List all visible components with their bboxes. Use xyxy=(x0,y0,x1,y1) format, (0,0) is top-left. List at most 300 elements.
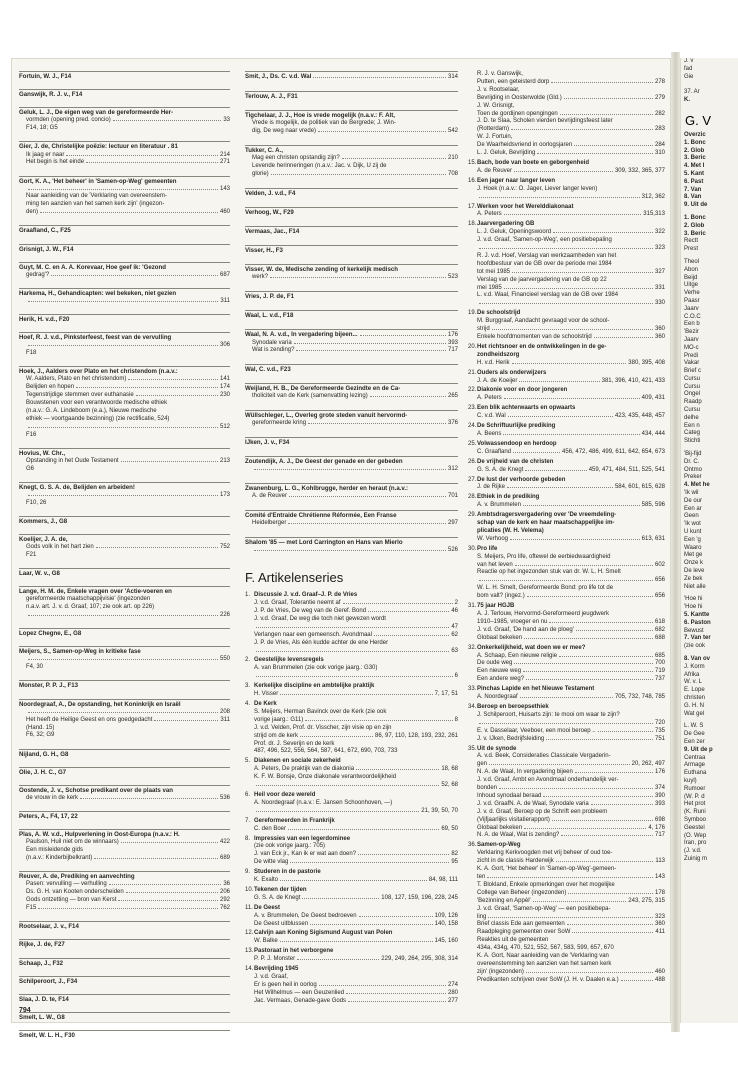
edge-text-line: J. v xyxy=(684,58,694,64)
author-entry xyxy=(245,310,458,320)
line-text: E. v. Dasselaar, Veeboer, een mooi beroep .. xyxy=(477,727,596,734)
page-ref: 705, 732, 748, 785 xyxy=(614,694,665,701)
line-text: 'Bezinning en Appèl' xyxy=(477,897,531,904)
index-line xyxy=(19,847,230,855)
edge-text-line: W. v. L xyxy=(684,679,702,686)
edge-text-line: 2. Glob xyxy=(684,147,705,154)
edge-text-line: Prest xyxy=(684,246,699,253)
article-title: Discussie J. v.d. Graaf–J. P. de Vries xyxy=(254,592,358,599)
leader-dots xyxy=(479,720,653,724)
page-ref: 618 xyxy=(654,618,665,625)
author-entry xyxy=(245,383,458,401)
index-line xyxy=(245,393,458,401)
article-title: Studeren in de pastorie xyxy=(254,869,321,876)
entry-heading xyxy=(19,873,230,881)
edge-text-line: Een ar xyxy=(684,505,702,512)
author-entry xyxy=(245,264,458,282)
author-entry xyxy=(19,921,230,931)
entry-heading xyxy=(19,588,230,596)
page-ref: 113 xyxy=(655,858,665,865)
index-line xyxy=(19,159,230,167)
line-text: J. v.d. Graaf, 'Samen-op-Weg' — een positiebepa- xyxy=(477,905,611,912)
author-entry xyxy=(245,510,458,528)
index-line xyxy=(468,585,665,593)
page-ref: 230 xyxy=(219,392,230,399)
index-line xyxy=(245,616,458,624)
line-text: Een nieuwe weg xyxy=(477,668,522,675)
page-ref: 271 xyxy=(219,159,230,166)
author-entry xyxy=(245,437,458,447)
page-ref: 685 xyxy=(654,652,665,659)
edge-text-line: 'Ik wil xyxy=(684,490,699,497)
leader-dots xyxy=(572,929,653,933)
index-line xyxy=(468,961,665,969)
index-line xyxy=(468,87,665,95)
page-ref: 62 xyxy=(451,631,458,638)
index-line xyxy=(245,859,458,867)
line-text: S. Meijers, Herman Bavinck over de Kerk (zie ook xyxy=(254,708,387,715)
line-text: Putten, een geteisterd dorp xyxy=(477,78,550,85)
line-text: Synodale varia xyxy=(252,339,292,346)
article-heading xyxy=(245,592,458,600)
leader-dots xyxy=(359,913,433,917)
entry-heading xyxy=(19,831,230,839)
index-line xyxy=(245,640,458,648)
line-text: Reactie op het ingezonden stuk van dr. W. L. H. Smelt xyxy=(477,569,621,576)
entry-author: Plas, A. W. v.d., Hulpverlening in Oost-Europa (n.a.v.: H. xyxy=(19,831,180,839)
line-text: L. J. Geluk, Openingswoord xyxy=(477,229,552,236)
index-line xyxy=(19,905,230,913)
edge-section-title: G. V xyxy=(685,112,712,128)
article-series-item xyxy=(468,459,665,475)
page-ref: 63 xyxy=(451,647,458,654)
edge-text-line: Cursu xyxy=(684,383,701,390)
author-entry xyxy=(19,262,230,280)
article-title: Impressies van een legerdominee xyxy=(254,835,351,842)
index-line xyxy=(245,877,458,885)
index-line xyxy=(468,874,665,882)
article-heading xyxy=(468,178,665,186)
index-line xyxy=(245,895,458,903)
index-line xyxy=(19,432,230,440)
index-line xyxy=(468,237,665,245)
page-ref: 178 xyxy=(654,889,665,896)
index-line xyxy=(468,562,665,570)
leader-dots xyxy=(28,709,218,713)
page-ref: 173 xyxy=(219,491,230,498)
page-ref: 282 xyxy=(654,110,665,117)
leader-dots xyxy=(290,859,449,863)
entry-author: Guyt, M. C. en A. A. Korevaar, Hoe geef ik: 'Gezond xyxy=(19,263,166,271)
entry-heading xyxy=(19,570,230,578)
article-heading xyxy=(468,746,665,754)
line-text: Belijden en hopen xyxy=(26,384,75,391)
edge-text-line: 7. Van ter xyxy=(684,635,711,642)
index-line xyxy=(245,843,458,851)
line-text: College van Beheer (ingezonden) xyxy=(477,889,567,896)
leader-dots xyxy=(564,95,653,99)
index-line xyxy=(245,466,458,474)
index-line xyxy=(468,577,665,585)
line-text: S. Meijers, Pro life, oftewel de eerbiedwaardigheid xyxy=(477,553,611,560)
article-heading xyxy=(245,869,458,877)
line-text: K. Exalto xyxy=(254,877,279,884)
edge-text-line: Een n xyxy=(684,422,700,429)
page-ref: 33 xyxy=(223,117,230,124)
entry-author: Wüllschleger, L., Overleg grote steden vanuit hervormd- xyxy=(245,412,408,420)
article-heading xyxy=(245,701,458,709)
leader-dots xyxy=(28,186,218,190)
page-ref: 393 xyxy=(654,800,665,807)
entry-heading xyxy=(19,701,230,709)
leader-dots xyxy=(524,635,653,639)
entry-author: Laar, W. v., G8 xyxy=(19,570,60,578)
leader-dots xyxy=(360,332,446,336)
page-ref: 84, 98, 111 xyxy=(428,877,458,884)
page-ref: 550 xyxy=(219,656,230,663)
index-line xyxy=(468,334,665,342)
page-ref: 688 xyxy=(654,634,665,641)
leader-dots xyxy=(256,808,419,812)
index-line xyxy=(245,921,458,929)
leader-dots xyxy=(118,897,218,901)
article-number: 20. xyxy=(468,343,477,350)
edge-text-line: Gie xyxy=(684,73,694,80)
leader-dots xyxy=(523,502,640,506)
article-title: Jaarvergadering GB xyxy=(477,221,535,228)
line-text: Toen de gordijnen opengingen xyxy=(477,110,558,117)
edge-text-line: Paasr xyxy=(684,297,700,304)
index-line xyxy=(19,500,230,508)
leader-dots xyxy=(370,393,446,397)
article-heading xyxy=(245,818,458,826)
edge-text-line: kuyl) xyxy=(684,777,697,784)
index-line xyxy=(468,569,665,577)
entry-author: Shalom '85 — met Lord Carrington en Hans van Mierlo xyxy=(245,539,403,547)
entry-heading xyxy=(245,312,458,320)
leader-dots xyxy=(310,921,433,925)
article-title: Volwassendoop en herdoop xyxy=(477,440,557,447)
entry-author: Hoek, J., Aalders over Plato en het christendom (n.a.v.: xyxy=(19,368,178,376)
line-text: Predikanten schrijven over SoW (J. H. v. Daalen e.a.) xyxy=(477,976,619,983)
index-line xyxy=(245,725,458,733)
edge-text-line: De leve xyxy=(684,568,705,575)
line-text: Paulson, Huil niet om de winnaars) xyxy=(26,839,119,846)
page-ref: 456, 472, 486, 499, 611, 642, 654, 673 xyxy=(562,448,665,455)
index-line xyxy=(468,929,665,937)
entry-author: Zoutendijk, A. J., De Geest der genade en der gebeden xyxy=(245,458,403,466)
index-line xyxy=(245,733,458,741)
article-title: Bach, bode van boete en geborgenheid xyxy=(477,159,590,166)
article-heading xyxy=(468,423,665,431)
leader-dots xyxy=(479,194,640,198)
author-entry xyxy=(245,456,458,474)
leader-dots xyxy=(492,326,653,330)
edge-text-line: Cursu xyxy=(684,375,701,382)
index-line xyxy=(468,817,665,825)
page-ref: 176 xyxy=(654,769,665,776)
page-ref: 409, 431 xyxy=(641,395,665,402)
author-entry xyxy=(245,71,458,82)
article-heading xyxy=(245,966,458,974)
line-text: Opstanding in het Oude Testament xyxy=(26,457,119,464)
line-text: K. A. Gort, 'Het beheer' in 'Samen-op-Weg'-gemeen- xyxy=(477,866,617,873)
leader-dots xyxy=(121,839,218,843)
edge-text-line: 9. Uit de p xyxy=(684,746,713,753)
entry-author: Herik, H. v.d., F20 xyxy=(19,316,70,324)
line-text: R. J. v.d. Hoef, Verslag van werkzaamheden van het xyxy=(477,252,617,259)
index-line xyxy=(468,277,665,285)
line-text: plicaties (W. H. Velema) xyxy=(477,527,544,534)
article-series-item xyxy=(245,657,458,681)
edge-text-line: 4. Met I xyxy=(684,163,705,170)
line-text: Globaal bekeken xyxy=(477,824,523,831)
article-title: Een blik achterwaarts en opwaarts xyxy=(477,405,576,412)
index-line xyxy=(468,300,665,308)
entry-heading xyxy=(19,368,230,376)
page-ref: 86, 97, 110, 128, 193, 232, 261 xyxy=(375,732,458,739)
entry-heading xyxy=(245,331,458,340)
article-series-item xyxy=(468,546,665,601)
author-entry xyxy=(19,89,230,99)
index-line xyxy=(468,914,665,922)
edge-text-line: (J. v.d. xyxy=(684,848,702,855)
index-line xyxy=(468,326,665,334)
article-heading xyxy=(468,494,665,502)
edge-text-line: Stichti xyxy=(684,438,701,445)
entry-author: Waal, L. v.d., F18 xyxy=(245,311,294,319)
index-line xyxy=(245,990,458,998)
article-title: Pinchas Lapide en het Nieuwe Testament xyxy=(477,686,595,693)
page-ref: 314 xyxy=(447,74,458,80)
line-text: Levende herinneringen (n.a.v.: Jac. v. Dijk, U zij de xyxy=(252,162,387,169)
index-line xyxy=(468,793,665,801)
line-text: W. L. H. Smelt, Gereformeerde Bond: pro life tot de xyxy=(477,585,614,592)
edge-text-line: Ontmo xyxy=(684,466,703,473)
line-text: J. D. te Slaa, Scholen vierden bevrijdingsfeest later xyxy=(477,118,613,125)
leader-dots xyxy=(126,889,218,893)
line-text: Enkele hoofdmomenten van de schoolstrijd xyxy=(477,334,592,340)
leader-dots xyxy=(313,74,446,78)
page-ref: 2 xyxy=(454,600,458,607)
index-line xyxy=(245,709,458,717)
index-line xyxy=(245,766,458,774)
article-number: 30. xyxy=(468,545,477,552)
entry-author: Grisnigt, J. W., F14 xyxy=(19,245,74,253)
article-title: Calvijn aan Koning Sigismund August van Polen xyxy=(254,930,393,937)
author-entry xyxy=(245,226,458,236)
entry-heading xyxy=(19,143,230,151)
author-entry xyxy=(19,1012,230,1022)
edge-text-line: MO-c xyxy=(684,344,699,351)
article-heading xyxy=(468,160,665,168)
index-line xyxy=(468,528,665,536)
author-entry xyxy=(19,107,230,133)
article-title: 75 jaar HGJB xyxy=(477,603,515,610)
edge-text-line: 8. Van ov xyxy=(684,655,711,662)
line-text: zondheidszorg xyxy=(477,351,520,358)
index-line xyxy=(468,619,665,627)
index-line xyxy=(245,420,458,428)
article-number: 6. xyxy=(245,791,251,798)
edge-text-line: (W. P. d xyxy=(684,793,705,800)
article-number: 12. xyxy=(245,930,254,937)
page-ref: 585, 596 xyxy=(641,502,665,509)
edge-text-line: christen xyxy=(684,694,706,701)
leader-dots xyxy=(288,826,439,830)
line-text: van het leven xyxy=(477,561,513,568)
line-text: J. P. de Vries, De weg van de Geref. Bond xyxy=(254,608,367,615)
leader-dots xyxy=(302,895,379,899)
leader-dots xyxy=(38,905,218,909)
index-line xyxy=(245,938,458,946)
edge-text-line: Predi xyxy=(684,352,699,359)
article-series-item xyxy=(468,494,665,510)
entry-heading xyxy=(245,512,458,520)
leader-dots xyxy=(319,982,446,986)
article-number: 9. xyxy=(245,869,251,876)
article-heading xyxy=(245,948,458,956)
entry-heading xyxy=(245,385,458,393)
line-text: J. v.d. Graaf, De weg die toch niet gewezen wordt xyxy=(254,615,386,622)
article-number: 10. xyxy=(245,886,254,893)
line-text: mei 1985 xyxy=(477,284,502,291)
article-number: 23. xyxy=(468,405,477,412)
leader-dots xyxy=(512,269,653,273)
leader-dots xyxy=(288,520,446,524)
page-ref: 284 xyxy=(654,142,665,149)
leader-dots xyxy=(514,168,613,172)
line-text: Heidelberger xyxy=(252,520,287,527)
index-line xyxy=(468,777,665,785)
index-line xyxy=(468,825,665,833)
article-title: Pro life xyxy=(477,545,498,552)
author-entry xyxy=(19,448,230,474)
article-series-item xyxy=(245,836,458,868)
line-text: Globaal bekeken xyxy=(477,634,523,641)
leader-dots xyxy=(488,914,653,918)
entry-heading xyxy=(245,412,458,420)
entry-heading xyxy=(19,484,230,492)
leader-dots xyxy=(543,793,653,797)
edge-text-line: (O. Wep xyxy=(684,832,707,839)
article-heading xyxy=(468,344,665,352)
edge-text-line: 7. Van xyxy=(684,186,702,193)
index-line xyxy=(468,554,665,562)
index-line xyxy=(468,977,665,985)
leader-dots xyxy=(559,653,653,657)
index-line xyxy=(19,416,230,424)
index-line xyxy=(468,969,665,977)
article-title: Samen-op-Weg xyxy=(477,842,521,849)
article-series-item xyxy=(245,966,458,1006)
line-text: Ik jaag er naar xyxy=(26,151,65,158)
leader-dots xyxy=(594,334,653,338)
index-line xyxy=(19,125,230,133)
leader-dots xyxy=(520,694,613,698)
leader-dots xyxy=(256,782,439,786)
line-text: J. v.d. Graaf, 'De hand aan de ploeg' xyxy=(477,626,574,633)
page-ref: 422 xyxy=(219,839,230,846)
index-line xyxy=(19,839,230,847)
article-series-item xyxy=(245,869,458,885)
article-series-item xyxy=(245,887,458,903)
article-title: De schoolstrijd xyxy=(477,310,521,317)
index-line xyxy=(19,350,230,358)
entry-author: Hovius, W. Chr., xyxy=(19,449,66,457)
leader-dots xyxy=(523,668,653,672)
entry-author: Noordegraaf, A., De opstanding, het Koninkrijk en Israël xyxy=(19,700,181,708)
page-ref: 717 xyxy=(447,347,458,354)
index-line xyxy=(19,855,230,863)
index-line xyxy=(19,152,230,160)
article-title: De Kerk xyxy=(254,701,277,707)
author-entry xyxy=(245,245,458,255)
edge-text-line: E. Lope xyxy=(684,687,705,694)
article-number: 33. xyxy=(468,686,477,693)
page-ref: 330 xyxy=(654,300,665,307)
line-text: R. J. v. Ganswijk, xyxy=(477,71,523,77)
edge-text-line: Rectt xyxy=(684,238,699,245)
edge-text-line: 2. Glob xyxy=(684,222,705,229)
index-line xyxy=(468,809,665,817)
line-text: vormden (opening pred. concio) xyxy=(26,117,111,124)
article-title: Bevrijding 1945 xyxy=(254,966,299,973)
leader-dots xyxy=(296,347,446,351)
article-number: 8. xyxy=(245,835,251,842)
author-entry xyxy=(245,410,458,428)
index-line xyxy=(19,408,230,416)
article-number: 15. xyxy=(468,159,477,166)
index-line xyxy=(468,253,665,261)
edge-text-line: Een b xyxy=(684,321,700,328)
line-text: A. de Reuver xyxy=(477,167,513,174)
index-line xyxy=(245,717,458,725)
line-text: J. v. Rootselaar, xyxy=(477,86,520,93)
line-text: C. Graafland xyxy=(477,448,512,455)
index-line xyxy=(19,881,230,889)
line-text: J. W. Grisnigt, xyxy=(477,102,515,109)
article-heading xyxy=(468,704,665,712)
leader-dots xyxy=(479,300,653,304)
leader-dots xyxy=(96,544,218,548)
leader-dots xyxy=(560,111,653,115)
article-title: Uit de synode xyxy=(477,745,517,752)
author-entry xyxy=(19,749,230,759)
article-title: De Geest xyxy=(254,904,281,911)
article-number: 7. xyxy=(245,817,251,824)
index-line xyxy=(19,186,230,194)
edge-text-line: 1. Bonc xyxy=(684,139,706,146)
article-series-item xyxy=(468,603,665,643)
index-line xyxy=(245,974,458,982)
page-ref: 360 xyxy=(654,334,665,340)
page-ref: 109, 126 xyxy=(434,912,458,919)
index-line xyxy=(19,656,230,664)
index-line xyxy=(468,921,665,929)
article-title: Diakenen en sociale zekerheid xyxy=(254,758,341,765)
index-line xyxy=(19,400,230,408)
line-text: tholiciteit van de Kerk (samenvatting lezing) xyxy=(252,393,368,400)
line-text: Verlangen naar een gemeensch. Avondmaal xyxy=(254,631,372,638)
article-title: Ethiek in de prediking xyxy=(477,494,540,501)
line-text: strijd om de kerk xyxy=(254,732,299,739)
article-heading xyxy=(245,930,458,938)
index-line xyxy=(19,424,230,432)
page-ref: 312 xyxy=(447,466,458,473)
line-text: Verslag van de jaarvergadering van de GB op 22 xyxy=(477,276,607,283)
entry-author: Oostende, J. v., Schotse predikant over de plaats van xyxy=(19,786,173,794)
